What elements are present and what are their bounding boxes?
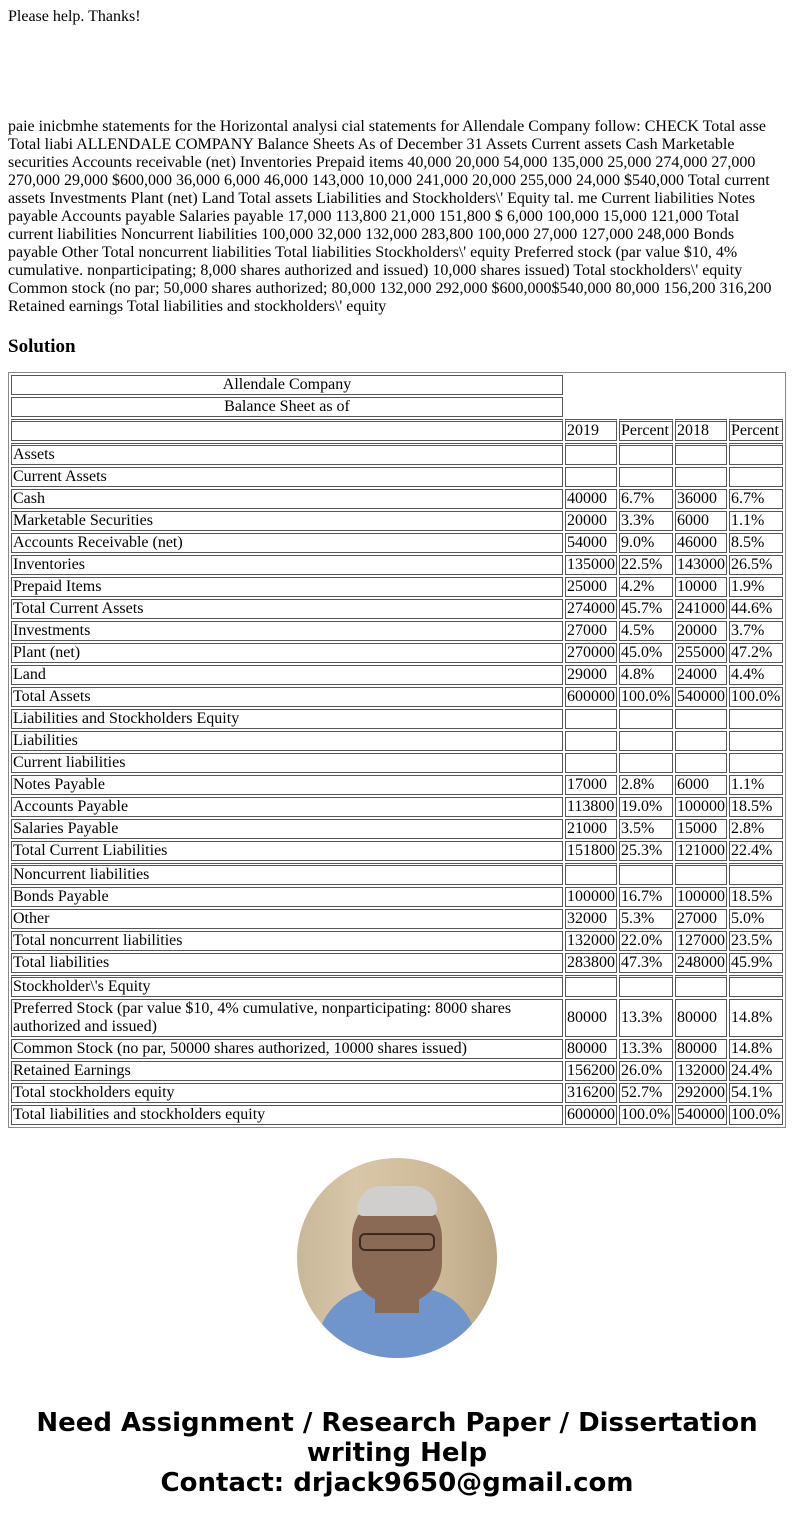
row-label: Retained Earnings — [11, 1061, 563, 1081]
contact-banner — [8, 1408, 786, 1498]
percent-2019: 4.5% — [619, 621, 673, 641]
value-2018: 540000 — [677, 688, 725, 705]
table-row — [11, 599, 783, 619]
value-2019: 80000 — [565, 999, 617, 1037]
percent-2018 — [729, 863, 783, 885]
glasses — [359, 1233, 435, 1251]
row-label: Inventories — [11, 555, 563, 575]
percent-2019: 4.2% — [619, 577, 673, 597]
table-row — [11, 687, 783, 707]
percent-2018: 22.4% — [729, 841, 783, 861]
percent-2019: 19.0% — [619, 797, 673, 817]
percent-2018: 24.4% — [729, 1061, 783, 1081]
value-2018: 80000 — [675, 1039, 727, 1059]
table-row — [11, 577, 783, 597]
row-label: Preferred Stock (par value $10, 4% cumulative, nonparticipating: 8000 shares authorized and issued) — [11, 999, 563, 1037]
table-row — [11, 953, 783, 973]
value-2018: 20000 — [675, 621, 727, 641]
row-label: Noncurrent liabilities — [11, 863, 563, 885]
header-2019: 2019 — [565, 419, 617, 441]
row-label: Total Current Assets — [11, 599, 563, 619]
value-2019 — [565, 467, 617, 487]
question-intro: Please help. Thanks! — [8, 8, 141, 25]
row-label: Total liabilities — [11, 953, 563, 973]
value-2018: 121000 — [677, 842, 725, 859]
percent-2019 — [619, 467, 673, 487]
percent-2018: 14.8% — [729, 999, 783, 1037]
percent-2019: 45.0% — [619, 643, 673, 663]
percent-2019: 52.7% — [619, 1083, 673, 1103]
table-row — [11, 909, 783, 929]
value-2018: 80000 — [675, 999, 727, 1037]
percent-2019: 100.0% — [619, 1105, 673, 1125]
row-label: Bonds Payable — [11, 887, 563, 907]
value-2018 — [675, 467, 727, 487]
value-2018: 10000 — [675, 577, 727, 597]
percent-2018 — [729, 753, 783, 773]
value-2019: 600000 — [567, 1106, 616, 1123]
percent-2018: 44.6% — [729, 599, 783, 619]
percent-2018: 3.7% — [729, 621, 783, 641]
value-2019 — [565, 709, 617, 729]
value-2018: 27000 — [675, 909, 727, 929]
percent-2018: 6.7% — [729, 489, 783, 509]
value-2018: 6000 — [675, 775, 727, 795]
table-row — [11, 931, 783, 951]
row-label: Current Assets — [11, 467, 563, 487]
value-2019: 316200 — [567, 1084, 616, 1101]
value-2018 — [675, 443, 727, 465]
value-2018 — [675, 975, 727, 997]
row-label: Current liabilities — [11, 753, 563, 773]
table-row — [11, 511, 783, 531]
header-percent-2018: Percent — [729, 419, 783, 441]
table-row — [11, 1083, 783, 1103]
value-2019 — [565, 975, 617, 997]
percent-2018: 1.1% — [729, 511, 783, 531]
value-2019: 283800 — [567, 954, 616, 971]
percent-2019: 16.7% — [619, 887, 673, 907]
banner-line-1: Need Assignment / Research Paper / Dissertation writing Help — [36, 1408, 758, 1468]
value-2019: 80000 — [565, 1039, 617, 1059]
percent-2018: 47.2% — [729, 643, 783, 663]
table-row — [11, 533, 783, 553]
percent-2018 — [729, 975, 783, 997]
header-blank — [11, 419, 563, 441]
value-2019: 113800 — [565, 797, 617, 817]
author-photo — [297, 1158, 497, 1358]
percent-2019 — [619, 443, 673, 465]
percent-2018 — [729, 731, 783, 751]
percent-2019 — [619, 975, 673, 997]
row-label: Liabilities and Stockholders Equity — [11, 709, 563, 729]
percent-2019: 100.0% — [619, 687, 673, 707]
table-row — [11, 863, 783, 885]
percent-2019: 4.8% — [619, 665, 673, 685]
sheet-subtitle: Balance Sheet as of — [11, 397, 563, 417]
percent-2018: 45.9% — [729, 953, 783, 973]
value-2018: 255000 — [677, 644, 725, 661]
value-2018: 15000 — [675, 819, 727, 839]
value-2018: 6000 — [675, 511, 727, 531]
percent-2019 — [619, 753, 673, 773]
table-row — [11, 797, 783, 817]
percent-2018 — [729, 709, 783, 729]
table-row — [11, 975, 783, 997]
percent-2019 — [619, 709, 673, 729]
percent-2019: 6.7% — [619, 489, 673, 509]
percent-2018: 18.5% — [729, 797, 783, 817]
value-2018 — [675, 863, 727, 885]
row-label: Stockholder\'s Equity — [11, 975, 563, 997]
table-row — [11, 489, 783, 509]
row-label: Common Stock (no par, 50000 shares authorized, 10000 shares issued) — [11, 1039, 563, 1059]
table-row — [11, 665, 783, 685]
value-2019: 156200 — [567, 1062, 616, 1079]
value-2019 — [565, 731, 617, 751]
percent-2018: 4.4% — [729, 665, 783, 685]
row-label: Plant (net) — [11, 643, 563, 663]
value-2019: 25000 — [565, 577, 617, 597]
value-2019: 135000 — [567, 556, 616, 573]
row-label: Notes Payable — [11, 775, 563, 795]
value-2019 — [565, 863, 617, 885]
value-2019: 29000 — [565, 665, 617, 685]
percent-2018: 8.5% — [729, 533, 783, 553]
balance-sheet-table — [8, 372, 786, 1128]
table-row — [11, 1039, 783, 1059]
percent-2019: 25.3% — [619, 841, 673, 861]
value-2019: 17000 — [565, 775, 617, 795]
row-label: Prepaid Items — [11, 577, 563, 597]
table-row — [11, 775, 783, 795]
value-2019 — [565, 753, 617, 773]
percent-2019: 22.5% — [619, 555, 673, 575]
table-row — [11, 621, 783, 641]
table-row — [11, 709, 783, 729]
value-2018: 100000 — [677, 798, 725, 815]
header-row — [11, 419, 783, 441]
table-row — [11, 555, 783, 575]
percent-2018: 100.0% — [729, 1105, 783, 1125]
value-2019: 54000 — [565, 533, 617, 553]
value-2018: 127000 — [677, 932, 725, 949]
value-2018: 143000 — [677, 556, 725, 573]
value-2019: 132000 — [567, 932, 616, 949]
value-2019: 27000 — [565, 621, 617, 641]
percent-2018: 100.0% — [729, 687, 783, 707]
table-row — [11, 887, 783, 907]
percent-2019 — [619, 731, 673, 751]
percent-2019: 47.3% — [619, 953, 673, 973]
value-2019: 151800 — [567, 842, 616, 859]
percent-2018: 18.5% — [729, 887, 783, 907]
table-row — [11, 819, 783, 839]
row-label: Liabilities — [11, 731, 563, 751]
value-2019 — [565, 443, 617, 465]
percent-2019: 2.8% — [619, 775, 673, 795]
table-row — [11, 841, 783, 861]
percent-2018: 26.5% — [729, 555, 783, 575]
percent-2019: 22.0% — [619, 931, 673, 951]
company-name: Allendale Company — [11, 375, 563, 395]
percent-2018: 23.5% — [729, 931, 783, 951]
table-row — [11, 467, 783, 487]
row-label: Salaries Payable — [11, 819, 563, 839]
value-2018: 132000 — [677, 1062, 725, 1079]
table-row — [11, 443, 783, 465]
percent-2018: 2.8% — [729, 819, 783, 839]
table-row — [11, 1061, 783, 1081]
value-2018: 100000 — [677, 888, 725, 905]
value-2019: 32000 — [565, 909, 617, 929]
row-label: Land — [11, 665, 563, 685]
value-2018: 46000 — [675, 533, 727, 553]
percent-2018 — [729, 467, 783, 487]
row-label: Other — [11, 909, 563, 929]
percent-2019 — [619, 863, 673, 885]
value-2018: 24000 — [675, 665, 727, 685]
row-label: Total Assets — [11, 687, 563, 707]
row-label: Cash — [11, 489, 563, 509]
value-2018 — [675, 753, 727, 773]
row-label: Total noncurrent liabilities — [11, 931, 563, 951]
value-2019: 20000 — [565, 511, 617, 531]
table-row — [11, 753, 783, 773]
percent-2019: 3.3% — [619, 511, 673, 531]
banner-line-2: Contact: drjack9650@gmail.com — [160, 1468, 634, 1498]
row-label: Marketable Securities — [11, 511, 563, 531]
percent-2018: 14.8% — [729, 1039, 783, 1059]
value-2018 — [675, 731, 727, 751]
value-2019: 100000 — [567, 888, 616, 905]
value-2018: 540000 — [677, 1106, 725, 1123]
value-2018: 248000 — [677, 954, 725, 971]
row-label: Assets — [11, 443, 563, 465]
row-label: Accounts Receivable (net) — [11, 533, 563, 553]
value-2018: 292000 — [677, 1084, 725, 1101]
percent-2019: 13.3% — [619, 999, 673, 1037]
percent-2019: 3.5% — [619, 819, 673, 839]
table-row — [11, 643, 783, 663]
row-label: Accounts Payable — [11, 797, 563, 817]
table-row — [11, 999, 783, 1037]
value-2019: 40000 — [565, 489, 617, 509]
value-2019: 274000 — [567, 600, 616, 617]
percent-2019: 13.3% — [619, 1039, 673, 1059]
percent-2018: 1.1% — [729, 775, 783, 795]
percent-2018 — [729, 443, 783, 465]
value-2018 — [675, 709, 727, 729]
value-2018: 36000 — [675, 489, 727, 509]
subtitle-row — [11, 397, 783, 417]
table-row — [11, 731, 783, 751]
row-label: Total liabilities and stockholders equity — [11, 1105, 563, 1125]
percent-2019: 9.0% — [619, 533, 673, 553]
row-label: Investments — [11, 621, 563, 641]
percent-2019: 26.0% — [619, 1061, 673, 1081]
value-2019: 270000 — [567, 644, 616, 661]
question-body: paie inicbmhe statements for the Horizontal analysi cial statements for Allendale Company follow: CHECK Total asse Total liabi ALLENDALE COMPANY Balance Sheets As of December 31 Assets Current assets Cash Marketable securities Accounts receivable (net) Inventories Prepaid items 40,000 20,000 54,000 135,000 25,000 274,000 27,000 270,000 29,000 $600,000 36,000 6,000 46,000 143,000 10,000 241,000 20,000 255,000 24,000 $540,000 Total current assets Investments Plant (net) Land Total assets Liabilities and Stockholders\' Equity tal. me Current liabilities Notes payable Accounts payable Salaries payable 17,000 113,800 21,000 151,800 $ 6,000 100,000 15,000 121,000 Total current liabilities Noncurrent liabilities 100,000 32,000 132,000 283,800 100,000 27,000 127,000 248,000 Bonds payable Other Total noncurrent liabilities Total liabilities Stockholders\' equity Preferred stock (par value $10, 4% cumulative. nonparticipating; 8,000 shares authorized and issued) 10,000 shares issued) Total stockholders\' equity Common stock (no par; 50,000 shares authorized; 80,000 132,000 292,000 $600,000$540,000 80,000 156,200 316,200 Retained earnings Total liabilities and stockholders\' equity — [8, 118, 772, 315]
percent-2019: 5.3% — [619, 909, 673, 929]
solution-heading: Solution — [8, 336, 76, 357]
percent-2019: 45.7% — [619, 599, 673, 619]
percent-2018: 5.0% — [729, 909, 783, 929]
percent-2018: 54.1% — [729, 1083, 783, 1103]
value-2019: 600000 — [567, 688, 616, 705]
row-label: Total Current Liabilities — [11, 841, 563, 861]
header-2018: 2018 — [675, 419, 727, 441]
value-2019: 21000 — [565, 819, 617, 839]
solution-table-container — [8, 372, 786, 1128]
row-label: Total stockholders equity — [11, 1083, 563, 1103]
header-percent-2019: Percent — [619, 419, 673, 441]
table-row — [11, 1105, 783, 1125]
value-2018: 241000 — [677, 600, 725, 617]
percent-2018: 1.9% — [729, 577, 783, 597]
title-row — [11, 375, 783, 395]
